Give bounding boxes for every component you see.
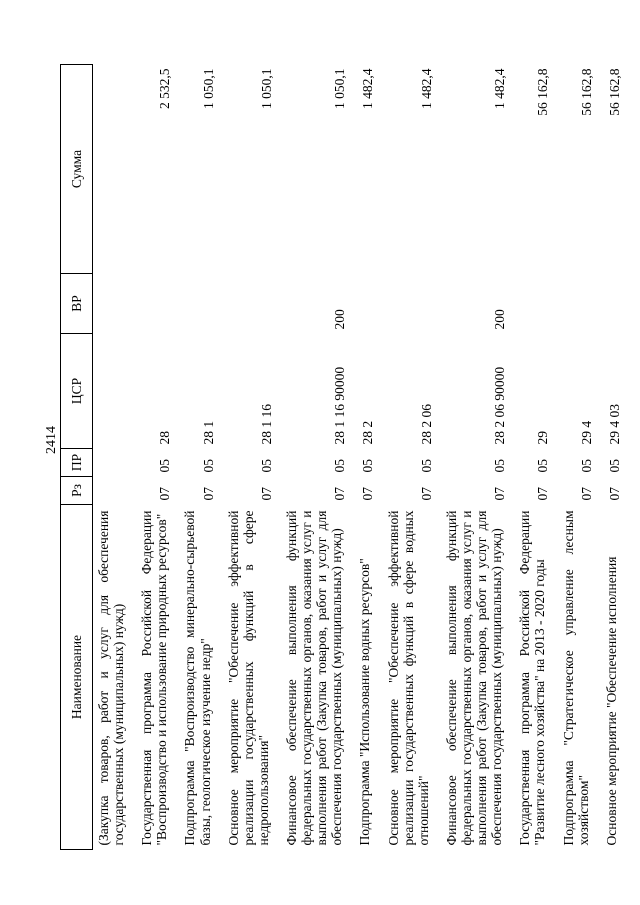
row-vr — [551, 274, 594, 334]
header-csr: ЦСР — [61, 334, 93, 449]
row-csr: 28 — [157, 431, 173, 445]
row-sum: 56 162,8 — [606, 68, 622, 116]
row-name: Государственная программа Российской Федерации "Развитие лесного хозяйства" на 2013 - 2020 годы — [517, 510, 548, 846]
row-pr: 05 — [200, 459, 216, 473]
table-header-row — [61, 65, 93, 850]
row-rz: 07 — [157, 487, 173, 501]
row-csr: 28 2 06 90000 — [492, 366, 508, 445]
row-csr: 28 2 06 — [418, 404, 434, 445]
row-sum: 1 482,4 — [492, 68, 508, 109]
row-pr: 05 — [492, 459, 508, 473]
row-pr: 05 — [578, 459, 594, 473]
row-sum: 1 482,4 — [418, 68, 434, 109]
row-csr: 29 4 03 — [606, 404, 622, 445]
row-sum: 1 050,1 — [332, 68, 348, 109]
table-row — [274, 65, 347, 850]
table-row — [507, 65, 550, 850]
table-row — [172, 65, 215, 850]
row-rz — [93, 477, 130, 505]
table-row — [129, 65, 172, 850]
row-vr — [347, 274, 375, 334]
row-csr: 29 — [535, 431, 551, 445]
table-row — [551, 65, 594, 850]
row-pr: 05 — [157, 459, 173, 473]
row-csr — [93, 334, 130, 449]
row-sum — [93, 65, 130, 274]
row-csr: 28 2 — [360, 420, 376, 445]
header-sum: Сумма — [61, 65, 93, 274]
row-rz: 07 — [200, 487, 216, 501]
row-csr: 29 4 — [578, 420, 594, 445]
row-vr — [172, 274, 215, 334]
row-pr — [93, 449, 130, 477]
budget-table-rotated — [60, 65, 622, 850]
table-row — [594, 65, 622, 850]
row-sum: 56 162,8 — [578, 68, 594, 116]
row-pr: 05 — [535, 459, 551, 473]
row-vr — [216, 274, 274, 334]
row-rz: 07 — [360, 487, 376, 501]
row-vr — [507, 274, 550, 334]
row-pr: 05 — [606, 459, 622, 473]
budget-table — [60, 64, 622, 850]
row-name: Подпрограмма "Стратегическое управление лесным хозяйством" — [560, 510, 591, 846]
row-rz: 07 — [418, 487, 434, 501]
table-row — [347, 65, 375, 850]
row-rz: 07 — [492, 487, 508, 501]
row-csr: 28 1 16 90000 — [332, 366, 348, 445]
row-name: Государственная программа Российской Федерации "Воспроизводство и использование природных ресурсов" — [139, 510, 170, 846]
row-sum: 1 050,1 — [200, 68, 216, 109]
header-name: Наименование — [61, 505, 93, 850]
table-row — [376, 65, 434, 850]
header-vr: ВР — [61, 274, 93, 334]
row-sum: 56 162,8 — [535, 68, 551, 116]
row-name: Подпрограмма "Использование водных ресурсов" — [357, 558, 373, 846]
table-row — [93, 65, 130, 850]
row-vr — [129, 274, 172, 334]
row-rz: 07 — [332, 487, 348, 501]
row-pr: 05 — [332, 459, 348, 473]
row-name: Основное мероприятие "Обеспечение исполнения — [603, 556, 619, 846]
row-name: Основное мероприятие "Обеспечение эффективной реализации государственных функций в сфере водных отношений" — [385, 510, 431, 846]
row-vr — [93, 274, 130, 334]
row-rz: 07 — [258, 487, 274, 501]
page-number: 2414 — [44, 426, 59, 454]
row-sum: 2 532,5 — [157, 68, 173, 109]
header-rz: Рз — [61, 477, 93, 505]
row-vr: 200 — [332, 309, 348, 330]
table-row — [216, 65, 274, 850]
row-csr: 28 1 — [200, 420, 216, 445]
row-name: Основное мероприятие "Обеспечение эффективной реализации государственных функций в сфере недропользования" — [225, 510, 271, 846]
row-name: Финансовое обеспечение выполнения функций федеральных государственных органов, оказания услуг и выполнения работ (Закупка товаров, работ и услуг для обеспечения государственных (муниципальных) нужд) — [283, 510, 345, 846]
row-vr — [376, 274, 434, 334]
row-pr: 05 — [418, 459, 434, 473]
row-rz: 07 — [606, 487, 622, 501]
row-name: Финансовое обеспечение выполнения функций федеральных государственных органов, оказания услуг и выполнения работ (Закупка товаров, работ и услуг для обеспечения государственных (муниципальных) нужд) — [443, 510, 505, 846]
row-pr: 05 — [258, 459, 274, 473]
row-name: Подпрограмма "Воспроизводство минерально-сырьевой базы, геологическое изучение недр" — [182, 510, 213, 846]
row-sum: 1 482,4 — [360, 68, 376, 109]
row-vr: 200 — [492, 309, 508, 330]
row-vr — [594, 274, 622, 334]
table-row — [434, 65, 507, 850]
header-pr: ПР — [61, 449, 93, 477]
row-rz: 07 — [578, 487, 594, 501]
row-name: (Закупка товаров, работ и услуг для обеспечения государственных (муниципальных) нужд) — [96, 510, 127, 846]
row-pr: 05 — [360, 459, 376, 473]
row-rz: 07 — [535, 487, 551, 501]
row-sum: 1 050,1 — [258, 68, 274, 109]
row-csr: 28 1 16 — [258, 404, 274, 445]
